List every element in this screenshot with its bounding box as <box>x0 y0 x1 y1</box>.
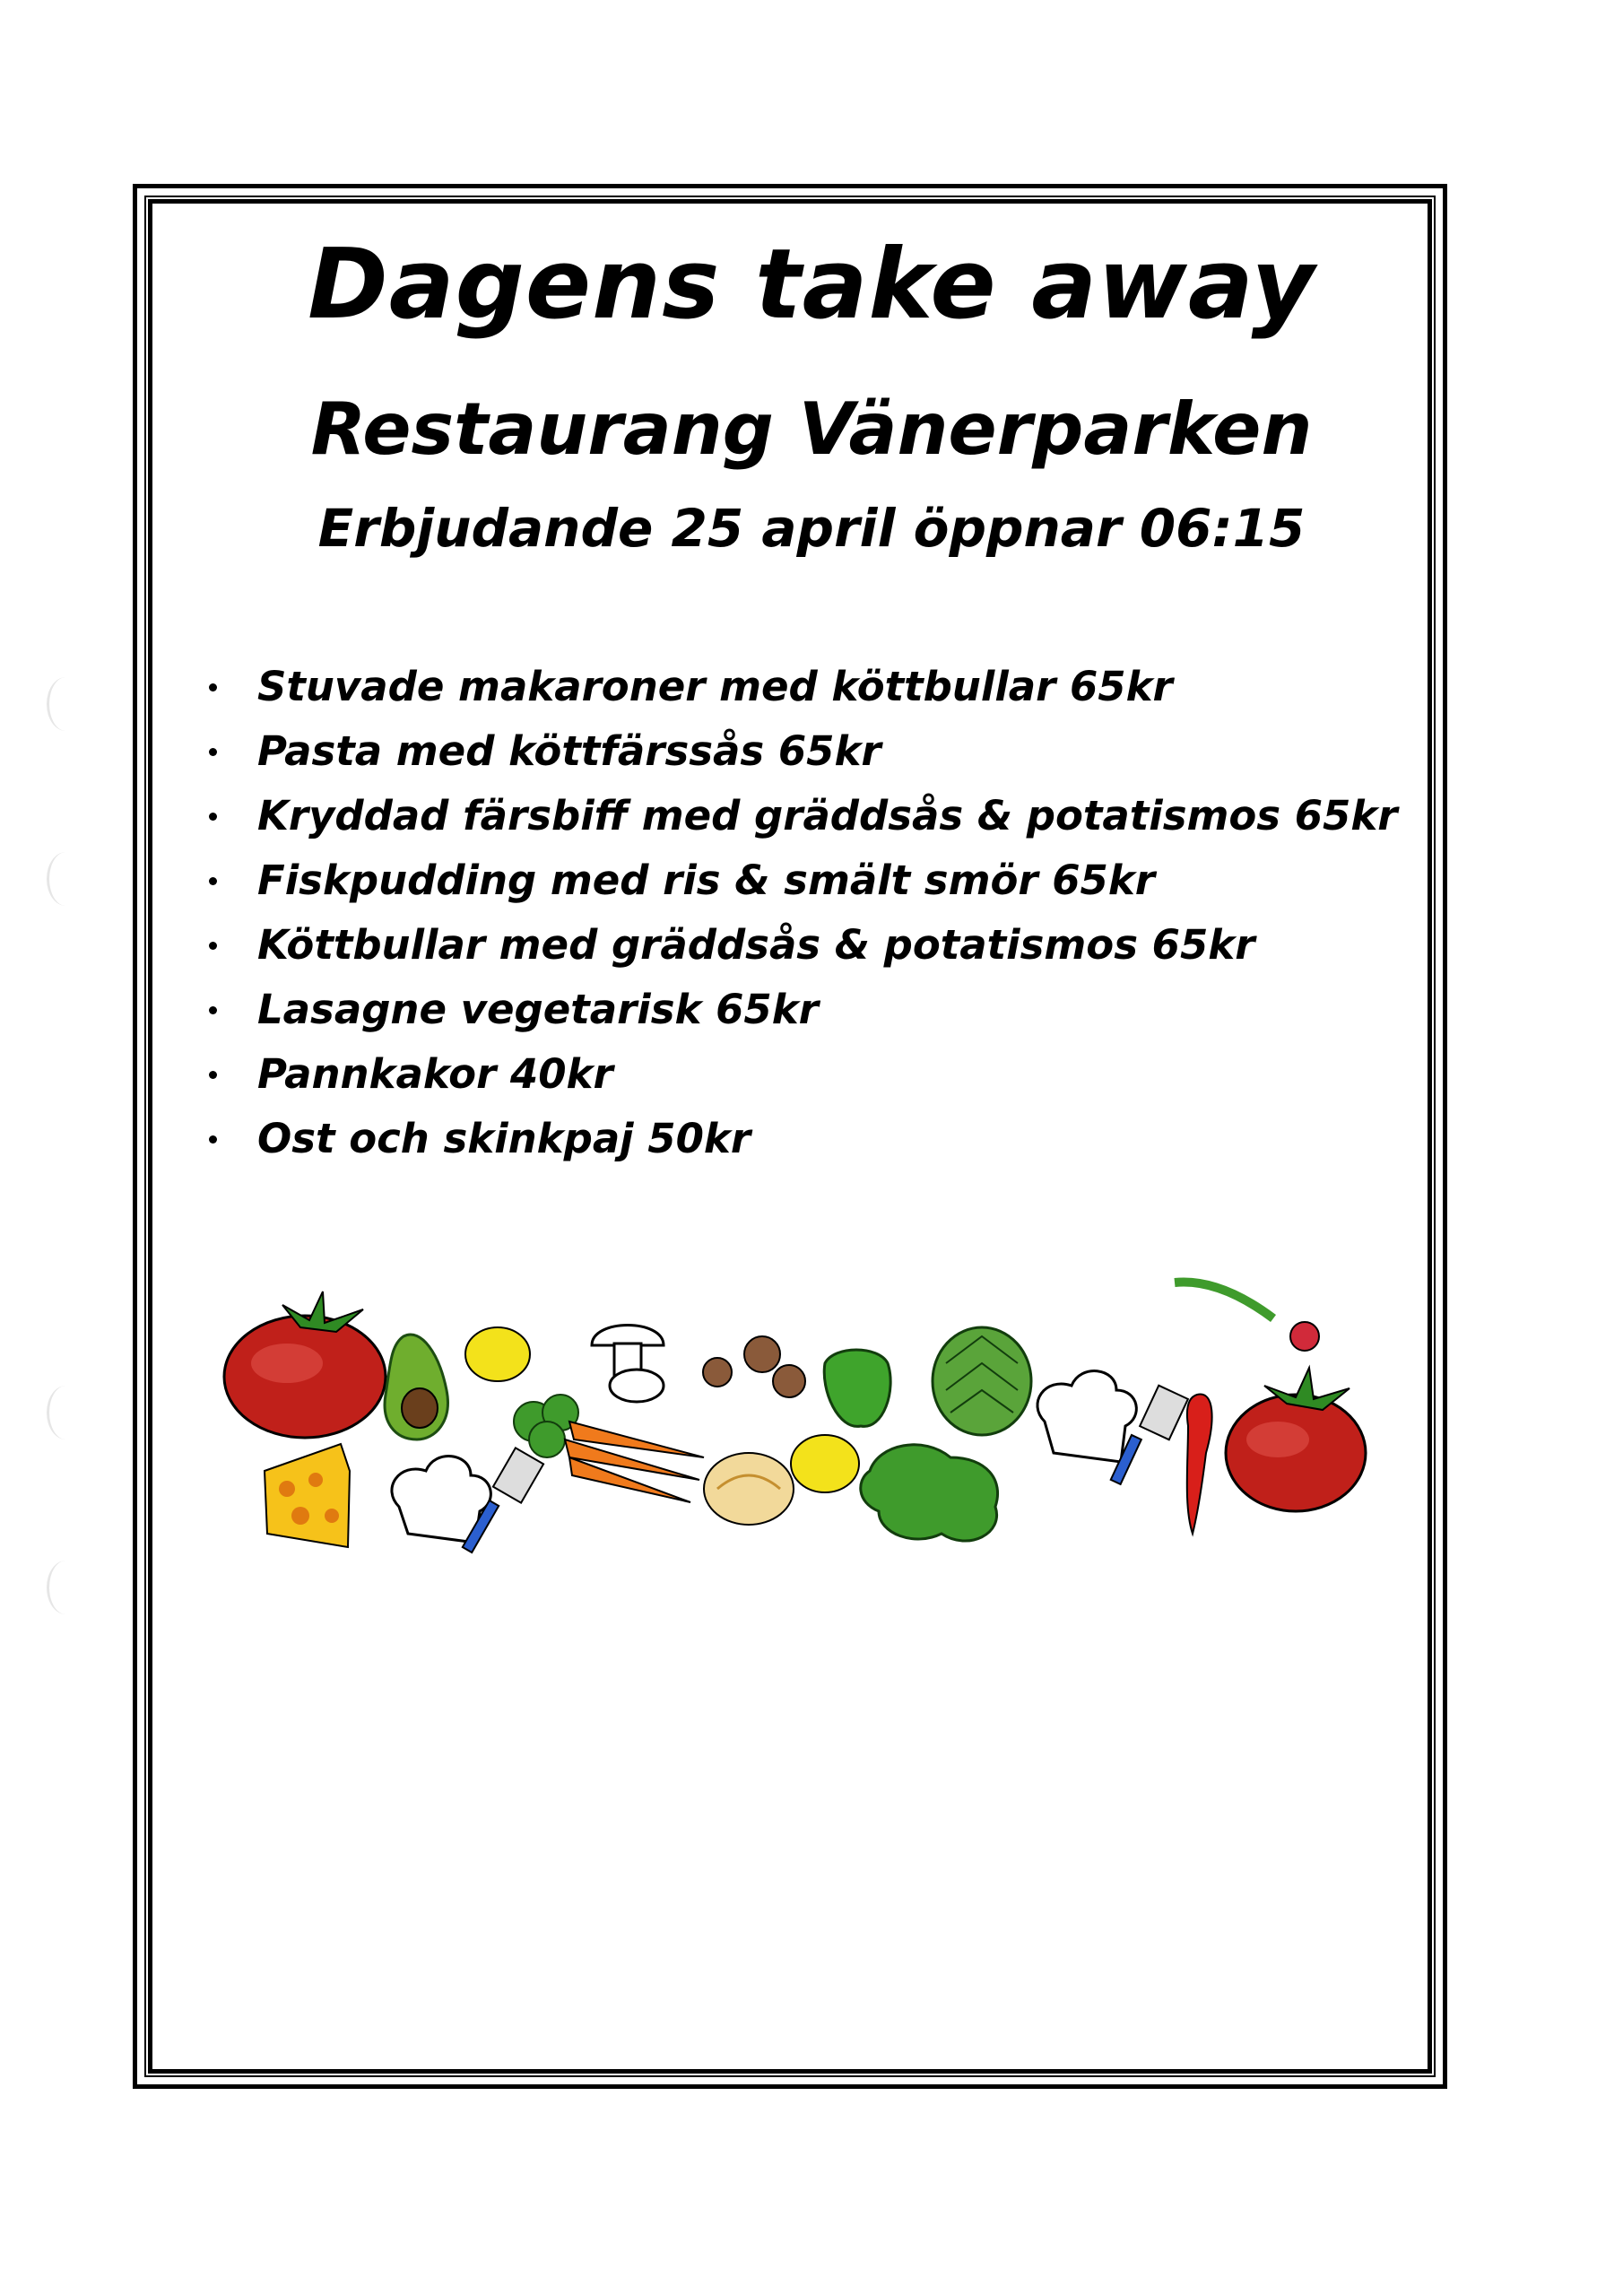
bullet-icon <box>209 1135 217 1144</box>
punch-hole-shadow <box>47 1386 85 1439</box>
onion-icon <box>704 1453 794 1525</box>
menu-item <box>202 784 1397 848</box>
bullet-icon <box>209 683 217 691</box>
menu-item-text: Lasagne vegetarisk 65kr <box>257 986 819 1033</box>
menu-item <box>202 1107 1397 1171</box>
lemon-icon <box>791 1435 859 1492</box>
menu-item-text: Fiskpudding med ris & smält smör 65kr <box>257 857 1155 904</box>
restaurant-name: Restaurang Vänerparken <box>310 387 1313 471</box>
lemon-icon <box>465 1327 530 1381</box>
bullet-icon <box>209 942 217 950</box>
bullet-icon <box>209 813 217 821</box>
bullet-icon <box>209 1006 217 1014</box>
vegetables-illustration <box>215 1265 1408 1570</box>
cheese-icon <box>265 1444 350 1547</box>
menu-item <box>202 1042 1397 1107</box>
offer-date-line: Erbjudande 25 april öppnar 06:15 <box>317 498 1306 559</box>
menu-list <box>202 655 1397 1171</box>
menu-item <box>202 655 1397 719</box>
menu-item <box>202 719 1397 784</box>
menu-item-text: Stuvade makaroner med köttbullar 65kr <box>257 663 1173 710</box>
menu-item <box>202 848 1397 913</box>
bullet-icon <box>209 877 217 885</box>
tomato-icon <box>1226 1368 1366 1511</box>
menu-item-text: Kryddad färsbiff med gräddsås & potatismos 65kr <box>257 792 1398 839</box>
avocado-icon <box>385 1335 447 1439</box>
menu-item <box>202 913 1397 978</box>
poster-title: Dagens take away <box>308 229 1315 341</box>
menu-item-text: Pasta med köttfärssås 65kr <box>257 727 881 775</box>
chili-pepper-icon <box>1187 1395 1212 1534</box>
green-pepper-icon <box>824 1350 890 1426</box>
artichoke-icon <box>933 1327 1031 1435</box>
menu-item-text: Köttbullar med gräddsås & potatismos 65kr <box>257 921 1255 969</box>
menu-item <box>202 978 1397 1042</box>
carrot-icon <box>565 1422 704 1502</box>
bullet-icon <box>209 1071 217 1079</box>
punch-hole-shadow <box>47 677 85 731</box>
tomato-icon <box>224 1292 386 1438</box>
chef-hat-icon <box>1037 1371 1136 1462</box>
punch-hole-shadow <box>47 1561 85 1614</box>
mushroom-icon <box>592 1326 805 1403</box>
menu-item-text: Pannkakor 40kr <box>257 1050 613 1098</box>
menu-item-text: Ost och skinkpaj 50kr <box>257 1115 751 1162</box>
radish-icon <box>1175 1283 1319 1352</box>
bullet-icon <box>209 748 217 756</box>
lettuce-icon <box>861 1445 998 1541</box>
punch-hole-shadow <box>47 852 85 906</box>
